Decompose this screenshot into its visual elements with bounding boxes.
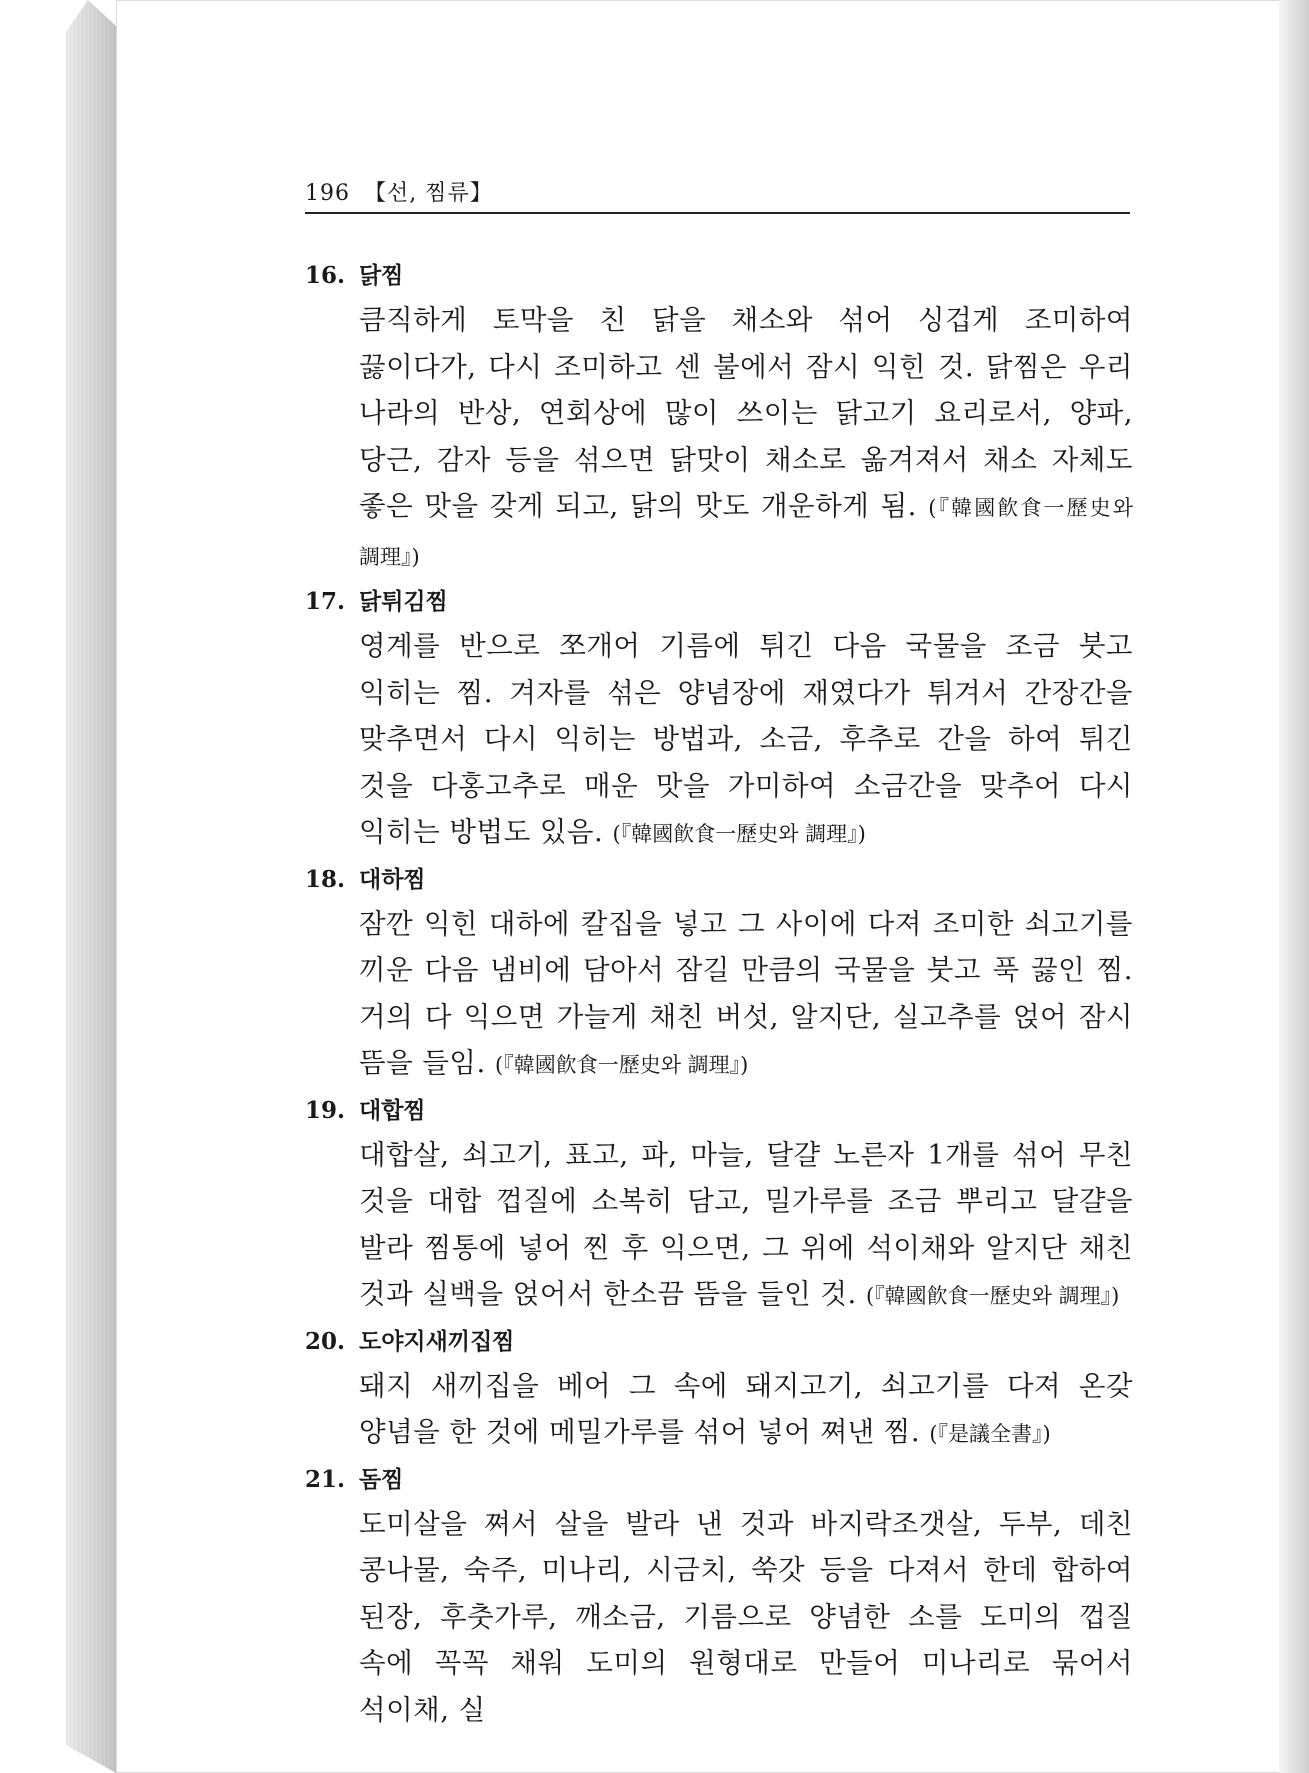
entry-source: (『韓國飮食一歷史와 調理』): [495, 1053, 749, 1077]
entry-18: [305, 858, 1133, 1089]
page-number: 196: [305, 181, 350, 206]
entry-title: 닭튀김찜: [359, 588, 448, 615]
entry-description: 대합살, 쇠고기, 표고, 파, 마늘, 달걀 노른자 1개를 섞어 무친 것을 대합 껍질에 소복히 담고, 밀가루를 조금 뿌리고 달걀을 발라 찜통에 넣어 찐 후 익으면, 그 위에 석이채와 알지단 채친 것과 실백을 얹어서 한소끔 뜸을 들인 것.: [359, 1138, 1133, 1310]
entry-description: 큼직하게 토막을 친 닭을 채소와 섞어 싱겁게 조미하여 끓이다가, 다시 조미하고 센 불에서 잠시 익힌 것. 닭찜은 우리 나라의 반상, 연회상에 많이 쓰이는 닭고기 요리로서, 양파, 당근, 감자 등을 섞으면 닭맛이 채소로 옮겨져서 채소 자체도 좋은 맛을 갖게 되고, 닭의 맛도 개운하게 됨.: [359, 304, 1133, 522]
entry-source: (『韓國飮食一歷史와 調理』): [359, 496, 1133, 569]
entry-heading: [305, 1320, 1133, 1363]
header-rule: [305, 212, 1130, 214]
book-page-edge: [66, 0, 116, 1773]
entry-text: [359, 1363, 1133, 1458]
entry-heading: [305, 254, 1133, 297]
entry-title: 돔찜: [359, 1465, 404, 1493]
entry-text: [359, 623, 1133, 858]
entry-list: [305, 254, 1133, 1733]
entry-description: 잠깐 익힌 대하에 칼집을 넣고 그 사이에 다져 조미한 쇠고기를 끼운 다음 냄비에 담아서 잠길 만큼의 국물을 붓고 푹 끓인 찜. 거의 다 익으면 가늘게 채친 버섯, 알지단, 실고추를 얹어 잠시 뜸을 들임.: [359, 907, 1133, 1079]
entry-title: 대합찜: [359, 1096, 426, 1124]
entry-heading: [305, 1458, 1133, 1501]
entry-heading: [305, 1089, 1133, 1132]
entry-text: [359, 1132, 1133, 1320]
entry-title: 도야지새끼집찜: [359, 1327, 515, 1355]
entry-19: [305, 1089, 1133, 1320]
entry-heading: [305, 580, 1133, 623]
entry-text: [359, 901, 1133, 1089]
entry-20: [305, 1320, 1133, 1458]
entry-number: 18.: [305, 865, 346, 893]
entry-number: 21.: [305, 1465, 346, 1493]
page-shadow: [1279, 0, 1309, 1773]
entry-description: 도미살을 쪄서 살을 발라 낸 것과 바지락조갯살, 두부, 데친 콩나물, 숙주, 미나리, 시금치, 쑥갓 등을 다져서 한데 합하여 된장, 후춧가루, 깨소금, 기름으로 양념한 소를 도미의 껍질 속에 꼭꼭 채워 도미의 원형대로 만들어 미나리로 묶어서 석이채, 실: [359, 1507, 1133, 1726]
entry-21: [305, 1458, 1133, 1734]
entry-source: (『是議全書』): [929, 1422, 1051, 1446]
entry-text: [359, 297, 1133, 580]
entry-title: 닭찜: [359, 262, 404, 289]
entry-number: 19.: [305, 1096, 346, 1124]
entry-source: (『韓國飮食一歷史와 調理』): [865, 1284, 1120, 1308]
entry-number: 16.: [305, 262, 346, 289]
entry-title: 대하찜: [359, 865, 426, 893]
entry-number: 17.: [305, 588, 346, 615]
section-title: 【선, 찜류】: [364, 181, 493, 206]
entry-heading: [305, 858, 1133, 901]
entry-17: [305, 580, 1133, 858]
running-header: [305, 176, 493, 207]
entry-description: 돼지 새끼집을 베어 그 속에 돼지고기, 쇠고기를 다져 온갖 양념을 한 것에 메밀가루를 섞어 넣어 쪄낸 찜.: [359, 1369, 1133, 1448]
entry-text: [359, 1501, 1133, 1734]
entry-number: 20.: [305, 1327, 346, 1355]
entry-16: [305, 254, 1133, 580]
entry-description: 영계를 반으로 쪼개어 기름에 튀긴 다음 국물을 조금 붓고 익히는 찜. 겨자를 섞은 양념장에 재였다가 튀겨서 간장간을 맞추면서 다시 익히는 방법과, 소금, 후추로 간을 하여 튀긴 것을 다홍고추로 매운 맛을 가미하여 소금간을 맞추어 다시 익히는 방법도 있음.: [359, 630, 1133, 848]
entry-source: (『韓國飮食一歷史와 調理』): [612, 822, 866, 846]
